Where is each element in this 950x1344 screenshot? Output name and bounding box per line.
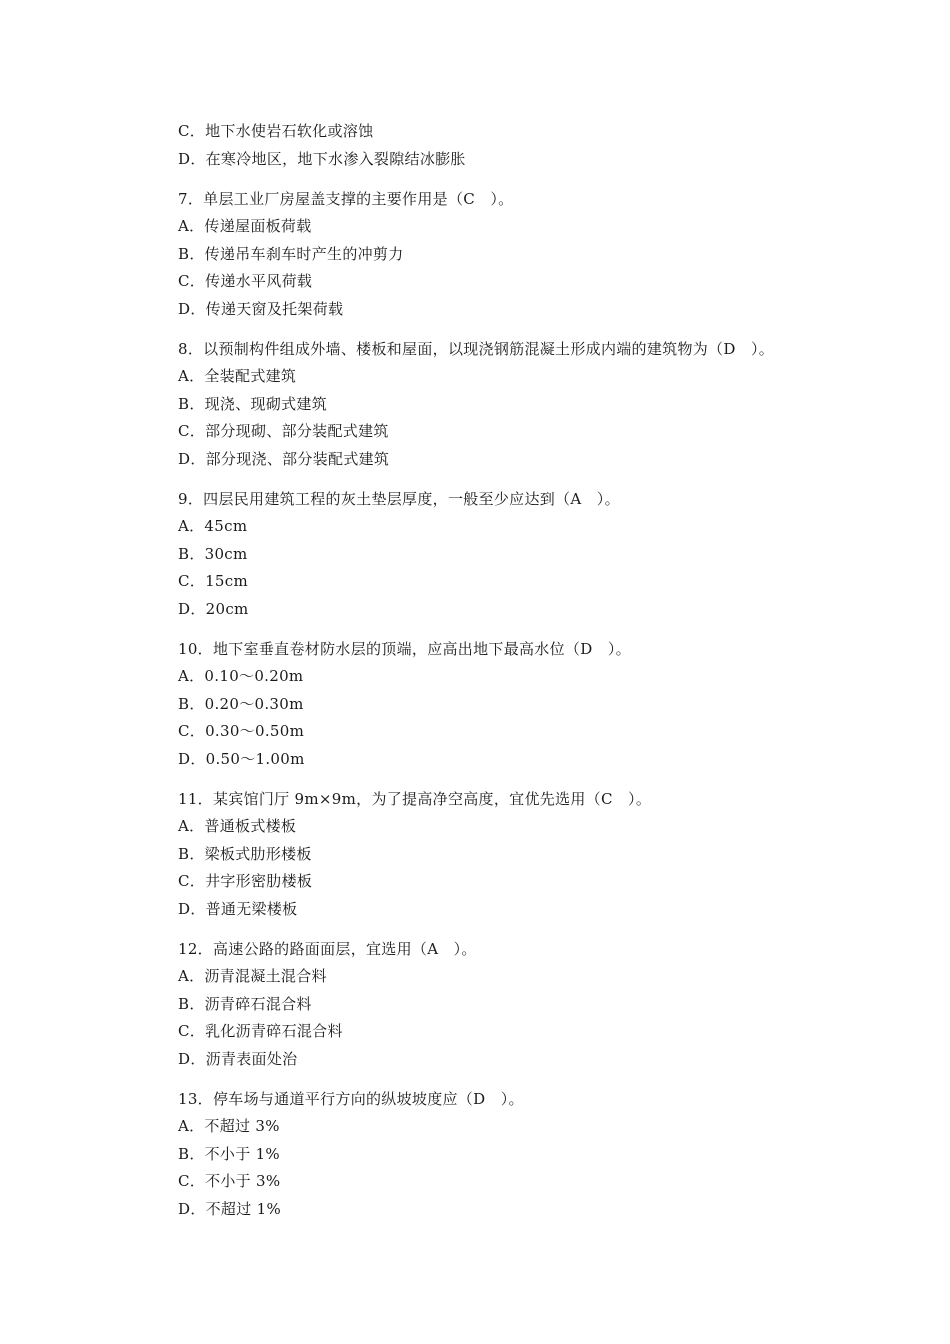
answer-option: C．井字形密肋楼板 — [178, 872, 313, 890]
question-text: 13．停车场与通道平行方向的纵坡坡度应（D ）。 — [178, 1089, 524, 1108]
answer-option: D．20cm — [178, 599, 249, 618]
answer-option: D．沥青表面处治 — [178, 1049, 298, 1068]
answer-option: D．0.50～1.00m — [178, 749, 305, 768]
answer-option: A．不超过 3% — [178, 1117, 280, 1135]
answer-option: C．传递水平风荷载 — [178, 272, 313, 290]
answer-option: A．传递屋面板荷载 — [178, 217, 312, 235]
question-block — [178, 186, 898, 324]
question-block — [178, 636, 898, 774]
question-text: 8．以预制构件组成外墙、楼板和屋面，以现浇钢筋混凝土形成内端的建筑物为（D ）。 — [178, 339, 775, 358]
question-block — [178, 336, 898, 474]
answer-option: C．部分现砌、部分装配式建筑 — [178, 422, 389, 440]
answer-option: A．普通板式楼板 — [178, 817, 297, 835]
question-text: 10．地下室垂直卷材防水层的顶端，应高出地下最高水位（D ）。 — [178, 639, 631, 658]
question-text: 9．四层民用建筑工程的灰土垫层厚度，一般至少应达到（A ）。 — [178, 489, 620, 508]
answer-option: A．45cm — [178, 517, 248, 535]
document-body — [178, 118, 898, 1223]
answer-option: B．沥青碎石混合料 — [178, 994, 312, 1013]
answer-option: A．沥青混凝土混合料 — [178, 967, 327, 985]
question-text: 7．单层工业厂房屋盖支撑的主要作用是（C ）。 — [178, 189, 514, 208]
answer-option: D．不超过 1% — [178, 1199, 281, 1218]
question-text: 11．某宾馆门厅 9m×9m，为了提高净空高度，宜优先选用（C ）。 — [178, 789, 652, 808]
answer-option: C．地下水使岩石软化或溶蚀 — [178, 122, 374, 140]
question-block — [178, 486, 898, 624]
question-block — [178, 936, 898, 1074]
answer-option: D．传递天窗及托架荷载 — [178, 299, 344, 318]
question-block — [178, 1086, 898, 1224]
answer-option: C．乳化沥青碎石混合料 — [178, 1022, 343, 1040]
question-block — [178, 786, 898, 924]
answer-option: B．传递吊车刹车时产生的冲剪力 — [178, 244, 404, 263]
answer-option: C．15cm — [178, 572, 248, 590]
answer-option: C．不小于 3% — [178, 1172, 281, 1190]
answer-option: C．0.30～0.50m — [178, 722, 305, 740]
answer-option: A．全装配式建筑 — [178, 367, 297, 385]
answer-option: A．0.10～0.20m — [178, 667, 304, 685]
question-block — [178, 118, 898, 173]
answer-option: D．部分现浇、部分装配式建筑 — [178, 449, 390, 468]
answer-option: B．30cm — [178, 544, 248, 563]
answer-option: D．普通无梁楼板 — [178, 899, 298, 918]
answer-option: B．梁板式肋形楼板 — [178, 844, 312, 863]
answer-option: B．现浇、现砌式建筑 — [178, 394, 328, 413]
question-text: 12．高速公路的路面面层，宜选用（A ）。 — [178, 939, 477, 958]
answer-option: D．在寒冷地区，地下水渗入裂隙结冰膨胀 — [178, 149, 466, 168]
answer-option: B．0.20～0.30m — [178, 694, 304, 713]
answer-option: B．不小于 1% — [178, 1144, 280, 1163]
